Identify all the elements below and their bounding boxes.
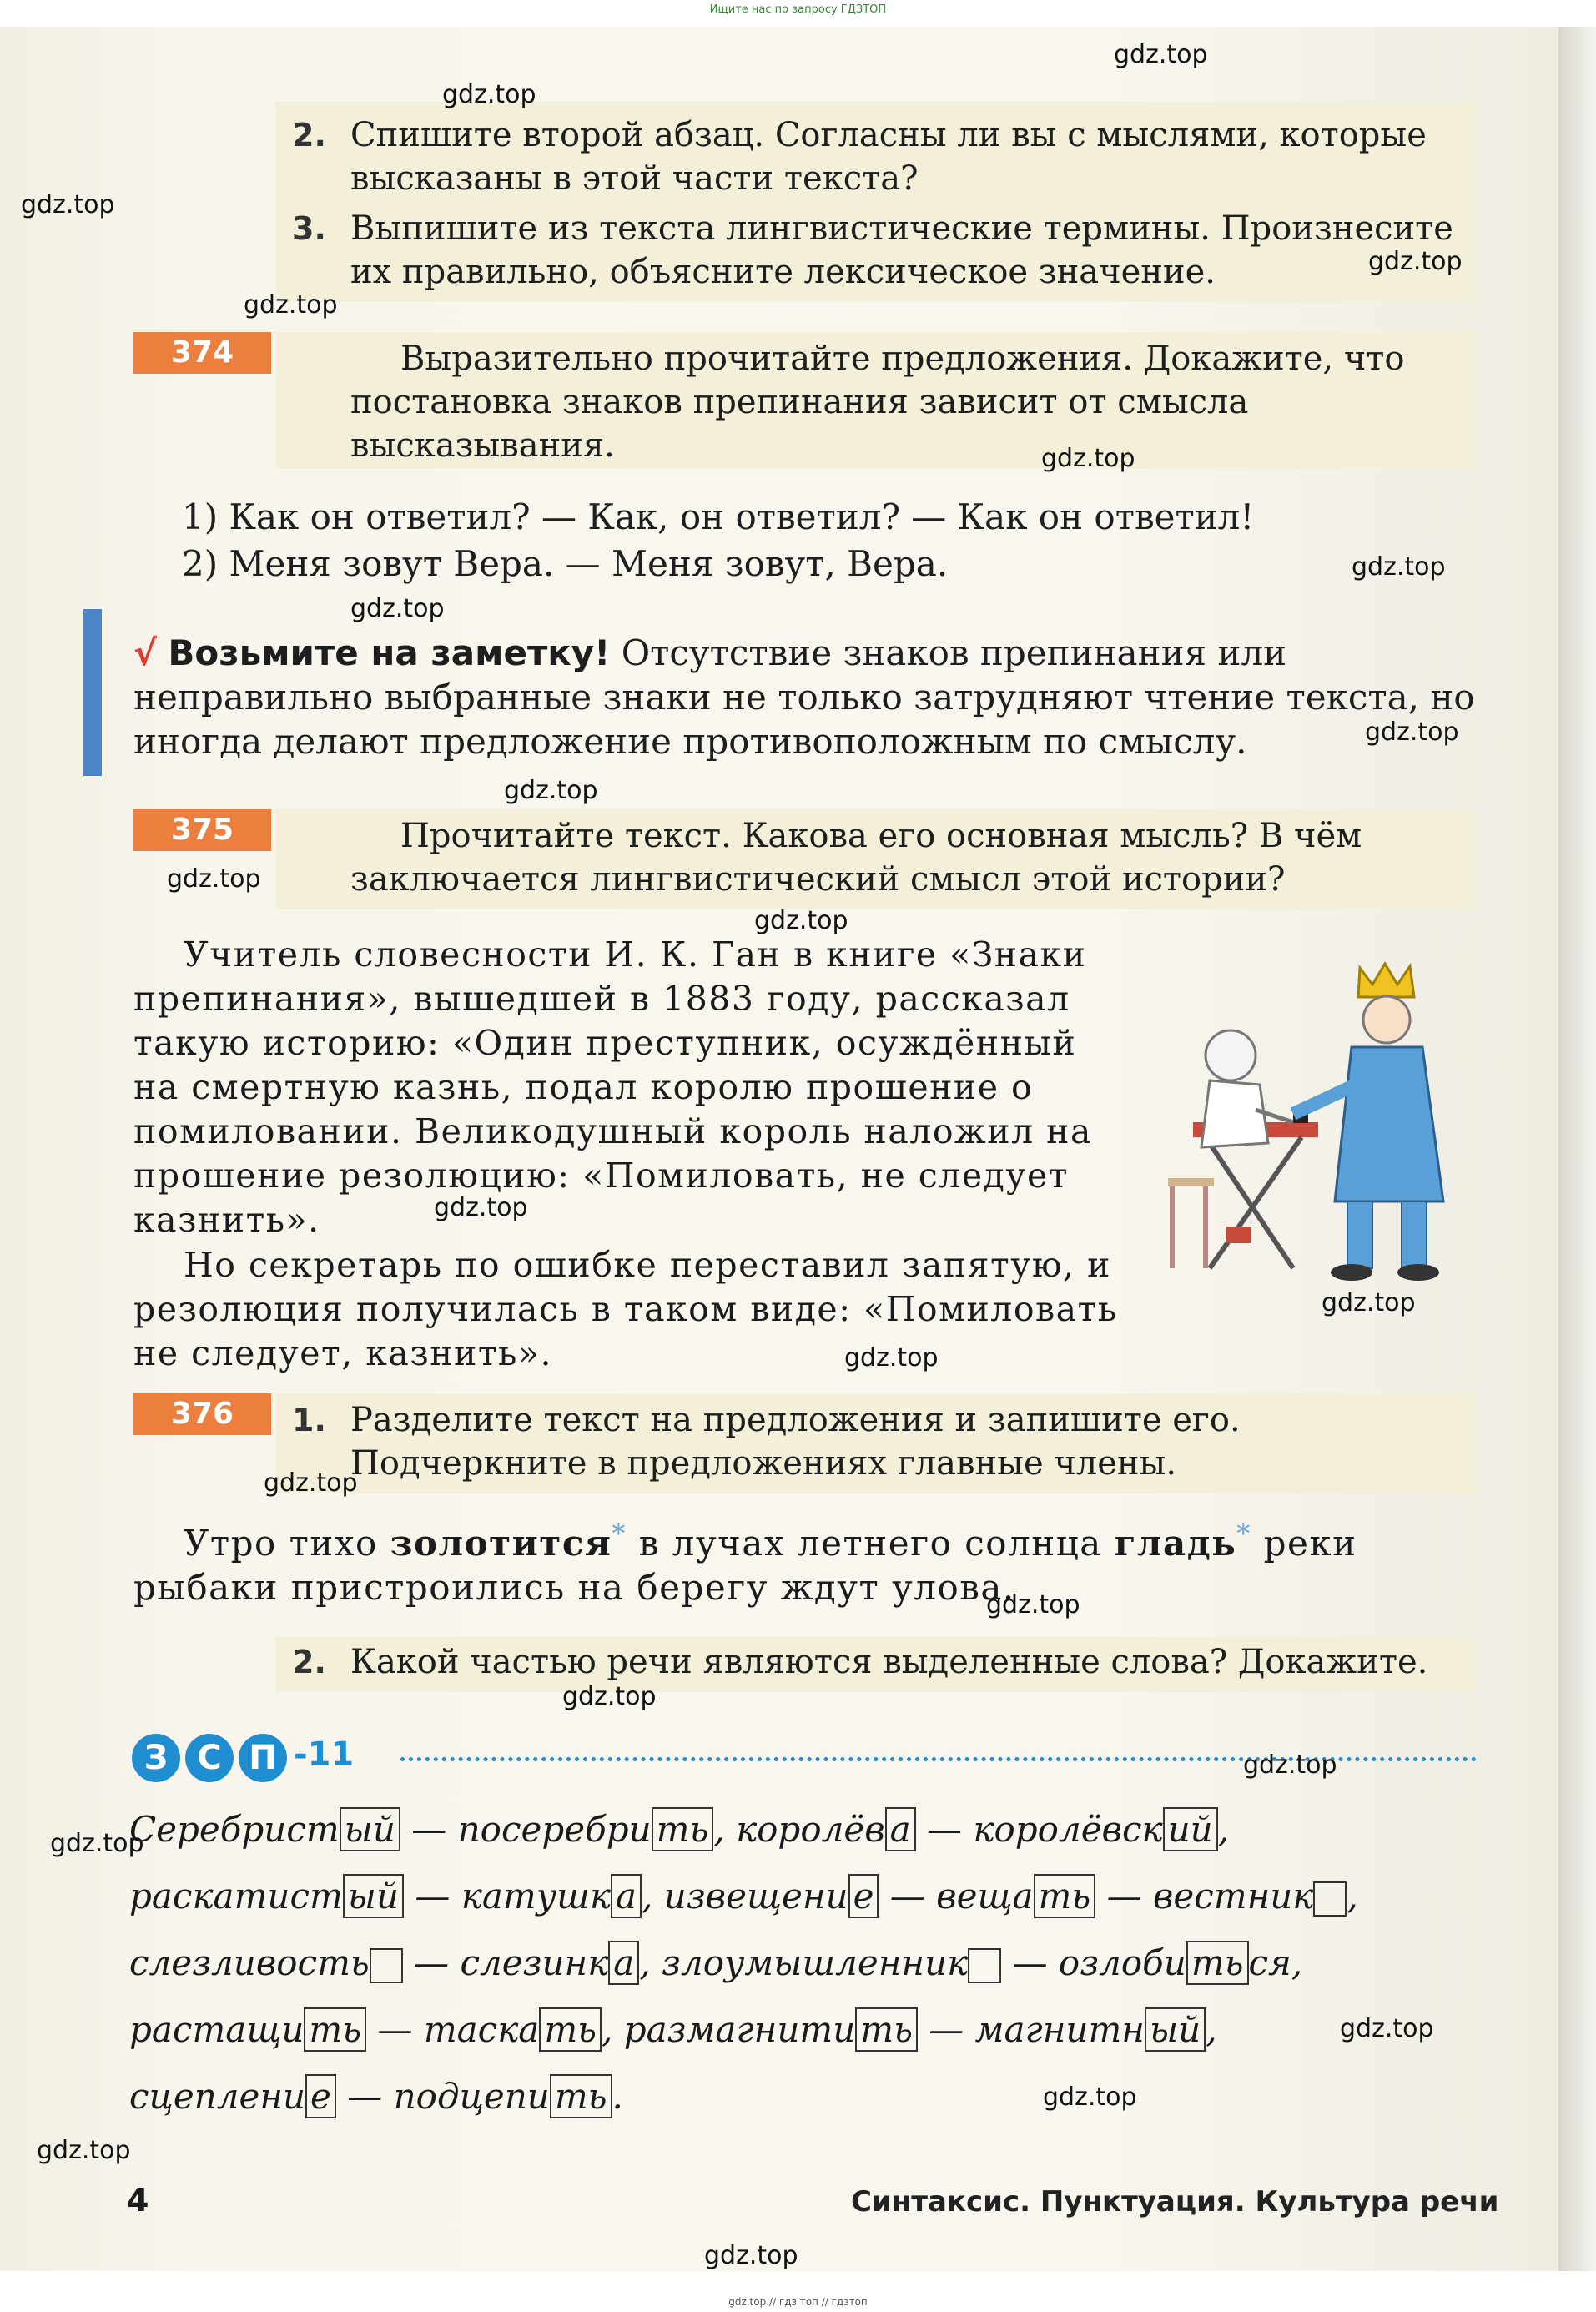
word-ending: ть (1034, 1874, 1096, 1918)
king-secretary-illustration (1168, 951, 1493, 1285)
dash: — (1095, 1876, 1153, 1917)
word-ending: ть (1186, 1941, 1249, 1985)
watermark: gdz.top (21, 190, 115, 219)
word-ending: ть (652, 1807, 714, 1851)
dash: — (879, 1876, 937, 1917)
word-stem: сцеплени (129, 2076, 306, 2117)
running-footer-title: Синтаксис. Пунктуация. Культура речи (851, 2185, 1499, 2219)
word-ending: а (885, 1807, 916, 1851)
word-stem: слезливость (129, 1942, 370, 1983)
watermark: gdz.top (350, 594, 445, 623)
dash: — (402, 1942, 461, 1983)
dash: — (400, 1809, 458, 1850)
exercise-375-badge: 375 (133, 809, 271, 851)
dash: — (366, 2009, 424, 2050)
word-ending: ть (539, 2007, 602, 2052)
word-stem: слезинк (460, 1942, 609, 1983)
task-2-number: 2. (292, 117, 326, 154)
word-ending: ий (1163, 1807, 1218, 1851)
page-number: 4 (127, 2182, 149, 2219)
page-spine (1558, 27, 1596, 2271)
word-ending: ть (304, 2007, 366, 2052)
comma: , (1291, 1942, 1303, 1983)
watermark: gdz.top (264, 1468, 358, 1498)
word-stem: вестник (1152, 1876, 1314, 1917)
sentence-part-e: реки рыбаки пристроились на берегу ждут улова. (133, 1523, 1357, 1608)
word-stem: катушк (461, 1876, 611, 1917)
watermark: gdz.top (704, 2241, 798, 2270)
watermark: gdz.top (1243, 1750, 1337, 1780)
note-heading: Возьмите на заметку! (168, 632, 611, 673)
star-icon: * (612, 1518, 627, 1549)
word-ending: а (611, 1874, 642, 1918)
exercise-375-task: Прочитайте текст. Какова его основная мысль? В чём заключается лингвистический смысл этой истории? (350, 817, 1362, 899)
watermark: gdz.top (167, 864, 261, 894)
zsp-letter-2: С (185, 1734, 234, 1782)
sentence-part-a: Утро тихо (184, 1523, 390, 1564)
morph-row-1 (129, 1806, 1229, 1853)
top-note: Ищите нас по запросу ГДЗТОП (709, 3, 887, 16)
comma: , (1217, 1809, 1230, 1850)
word-ending: е (848, 1874, 879, 1918)
zsp-letter-3: П (239, 1734, 287, 1782)
exercise-376-task-1-number: 1. (292, 1402, 326, 1438)
word-stem: растащи (129, 2009, 305, 2050)
word-ending: ый (1145, 2007, 1206, 2052)
watermark: gdz.top (754, 906, 848, 935)
exercise-374-line-2: 2) Меня зовут Вера. — Меня зовут, Вера. (182, 543, 949, 584)
watermark: gdz.top (1043, 2083, 1137, 2112)
watermark: gdz.top (844, 1343, 939, 1373)
zsp-number: -11 (294, 1735, 355, 1774)
word-ending: ый (343, 1874, 404, 1918)
watermark: gdz.top (1365, 718, 1459, 747)
star-icon: * (1236, 1518, 1251, 1549)
watermark: gdz.top (1322, 1288, 1416, 1317)
watermark: gdz.top (1114, 40, 1208, 69)
dash: — (915, 1809, 974, 1850)
zero-ending (1313, 1881, 1347, 1917)
comma: , (642, 1876, 664, 1917)
word-stem: раскатист (129, 1876, 343, 1917)
note-text: Отсутствие знаков препинания или неправильно выбранные знаки не только затрудняют чтение текста, но иногда делают предложение противоположным по смыслу. (133, 632, 1475, 762)
dash: — (335, 2076, 394, 2117)
morph-row-3 (129, 1940, 1302, 1987)
watermark: gdz.top (50, 1829, 144, 1858)
word-ending: ть (550, 2074, 612, 2118)
exercise-376-sentence (133, 1512, 1477, 1609)
word-ending: е (305, 2074, 336, 2118)
watermark: gdz.top (244, 290, 338, 320)
dash: — (404, 1876, 461, 1917)
comma: , (713, 1809, 737, 1850)
morph-row-4 (129, 2007, 1217, 2053)
sentence-part-c: в лучах летнего солнца (626, 1523, 1115, 1564)
watermark: gdz.top (986, 1590, 1080, 1619)
word-stem: королёв (736, 1809, 885, 1850)
dash: — (917, 2009, 975, 2050)
word-ending: а (608, 1941, 639, 1985)
word-stem: таска (423, 2009, 540, 2050)
word-stem: извещени (663, 1876, 848, 1917)
exercise-374-task: Выразительно прочитайте предложения. Докажите, что постановка знаков препинания зависит от смысла высказывания. (350, 340, 1405, 465)
dash: — (1001, 1942, 1059, 1983)
watermark: gdz.top (1352, 552, 1446, 582)
watermark: gdz.top (1368, 247, 1463, 276)
watermark: gdz.top (1340, 2014, 1434, 2043)
zero-ending (370, 1948, 403, 1983)
watermark: gdz.top (434, 1193, 528, 1222)
exercise-374-badge: 374 (133, 332, 271, 374)
exercise-376-task-2-text: Какой частью речи являются выделенные слова? Докажите. (350, 1643, 1428, 1681)
story-paragraph-2: Но секретарь по ошибке переставил запятую, и резолюция получилась в таком виде: «Помиловать не следует, казнить». (133, 1245, 1118, 1373)
exercise-376-task-2-number: 2. (292, 1644, 326, 1680)
comma: , (1206, 2009, 1217, 2050)
comma: , (639, 1942, 662, 1983)
word-stem: веща (936, 1876, 1034, 1917)
task-3-text: Выпишите из текста лингвистические термины. Произнесите их правильно, объясните лексическое значение. (350, 209, 1453, 291)
exercise-376-badge: 376 (133, 1393, 271, 1435)
word-stem: злоумышленник (662, 1942, 969, 1983)
word-ending: ть (855, 2007, 918, 2052)
word-stem: озлоби (1058, 1942, 1186, 1983)
note-bar (83, 609, 102, 776)
comma: , (602, 2009, 624, 2050)
story-paragraph-1: Учитель словесности И. К. Ган в книге «Знаки препинания», вышедшей в 1883 году, рассказал такую историю: «Один преступник, осуждённый на смертную казнь, подал королю прошение о помиловании. Великодушный король наложил на прошение резолюцию: «Помиловать, не следует казнить». (133, 934, 1092, 1240)
word-stem: магнитн (974, 2009, 1145, 2050)
watermark: gdz.top (504, 776, 598, 805)
word-stem: королёвск (973, 1809, 1163, 1850)
morph-row-2 (129, 1873, 1358, 1920)
word-ending: ый (340, 1807, 400, 1851)
bottom-note: gdz.top // гдз топ // гдзтоп (728, 2296, 868, 2308)
task-2-text: Спишите второй абзац. Согласны ли вы с мыслями, которые высказаны в этой части текста? (350, 116, 1427, 198)
check-icon: √ (133, 632, 158, 673)
watermark: gdz.top (442, 80, 536, 109)
watermark: gdz.top (562, 1682, 657, 1711)
word-stem: Серебрист (129, 1809, 340, 1850)
note-block (133, 631, 1477, 763)
word-stem: посеребри (457, 1809, 652, 1850)
comma: , (1347, 1876, 1358, 1917)
task-3-number: 3. (292, 210, 326, 247)
word-postfix: ся (1248, 1942, 1291, 1983)
period: . (612, 2076, 623, 2117)
exercise-376-task-1-text: Разделите текст на предложения и запишите его. Подчеркните в предложениях главные члены. (350, 1401, 1241, 1483)
zsp-letter-1: З (132, 1734, 180, 1782)
watermark: gdz.top (1041, 444, 1135, 473)
word-stem: размагнити (623, 2009, 856, 2050)
highlighted-word-1: золотится (390, 1523, 612, 1564)
exercise-374-line-1: 1) Как он ответил? — Как, он ответил? — Как он ответил! (182, 496, 1255, 537)
highlighted-word-2: гладь (1114, 1523, 1237, 1564)
zero-ending (968, 1948, 1001, 1983)
morph-row-5 (129, 2073, 623, 2120)
watermark: gdz.top (37, 2136, 131, 2165)
word-stem: подцепи (393, 2076, 550, 2117)
